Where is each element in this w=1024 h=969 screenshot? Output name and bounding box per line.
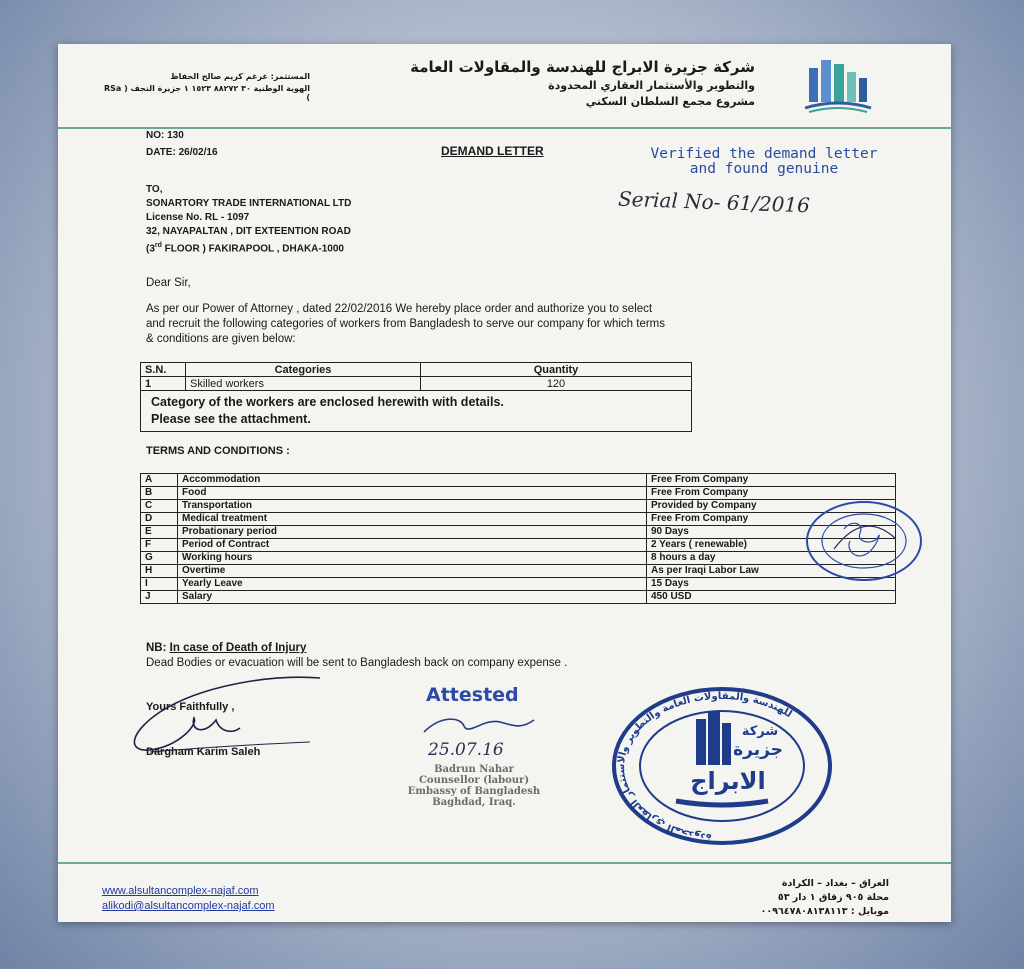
term-value: As per Iraqi Labor Law <box>647 565 896 578</box>
salutation: Dear Sir, <box>146 277 191 289</box>
company-name-arabic <box>410 58 755 108</box>
manager-info-arabic <box>100 72 310 105</box>
term-item: Food <box>178 487 647 500</box>
terms-table <box>140 473 896 604</box>
term-item: Accommodation <box>178 474 647 487</box>
cell-category: Skilled workers <box>186 377 421 391</box>
term-item: Working hours <box>178 552 647 565</box>
term-letter: J <box>141 591 178 604</box>
table-row <box>141 578 896 591</box>
term-item: Yearly Leave <box>178 578 647 591</box>
company-stamp <box>610 685 834 847</box>
term-value: 450 USD <box>647 591 896 604</box>
note-line-1: Category of the workers are enclosed herewith with details. <box>151 395 504 409</box>
cell-sn: 1 <box>141 377 186 391</box>
term-item: Overtime <box>178 565 647 578</box>
stamp-center-line-1: شركة <box>741 724 779 739</box>
table-header-row <box>141 363 692 377</box>
verification-line-2: and found genuine <box>689 161 839 177</box>
document-page <box>58 44 951 922</box>
address-line-1: SONARTORY TRADE INTERNATIONAL LTD <box>146 198 352 209</box>
company-line-2: والتطوير والأستثمار العقاري المحدودة <box>548 79 755 92</box>
term-letter: F <box>141 539 178 552</box>
cell-quantity: 120 <box>421 377 692 391</box>
intro-paragraph <box>146 302 906 347</box>
table-row <box>141 539 896 552</box>
table-row <box>141 513 896 526</box>
term-value: Provided by Company <box>647 500 896 513</box>
email-link[interactable]: alikodi@alsultancomplex-najaf.com <box>102 900 275 912</box>
term-value: 2 Years ( renewable) <box>647 539 896 552</box>
footer-address-arabic <box>761 877 889 919</box>
nb-title: In case of Death of Injury <box>169 642 307 654</box>
header-quantity: Quantity <box>421 363 692 377</box>
verification-note <box>614 147 914 177</box>
note-line-2: Please see the attachment. <box>151 412 311 426</box>
workers-table <box>140 362 692 432</box>
workers-note <box>141 391 692 432</box>
nb-heading <box>146 642 306 654</box>
embassy-seal <box>804 499 924 583</box>
attest-line-2: Counsellor (labour) <box>418 775 530 786</box>
term-letter: H <box>141 565 178 578</box>
header-rule <box>58 127 951 129</box>
attest-line-3: Embassy of Bangladesh <box>407 786 541 797</box>
term-value: 8 hours a day <box>647 552 896 565</box>
term-letter: D <box>141 513 178 526</box>
term-item: Medical treatment <box>178 513 647 526</box>
signatory-name: Dargham Karim Saleh <box>146 746 261 758</box>
paragraph-line-2: and recruit the following categories of workers from Bangladesh to serve our company for which terms <box>146 318 666 330</box>
term-value: Free From Company <box>647 513 896 526</box>
table-row <box>141 500 896 513</box>
footer-rule <box>58 862 951 864</box>
header-sn: S.N. <box>141 363 186 377</box>
term-item: Probationary period <box>178 526 647 539</box>
term-item: Salary <box>178 591 647 604</box>
term-value: 15 Days <box>647 578 896 591</box>
letter-number: NO: 130 <box>146 130 184 141</box>
table-row <box>141 552 896 565</box>
nb-text: Dead Bodies or evacuation will be sent to Bangladesh back on company expense . <box>146 657 568 669</box>
website-link[interactable]: www.alsultancomplex-najaf.com <box>102 885 259 897</box>
term-item: Transportation <box>178 500 647 513</box>
table-row <box>141 487 896 500</box>
table-row <box>141 565 896 578</box>
paragraph-line-1: As per our Power of Attorney , dated 22/02/2016 We hereby place order and authorize you to select <box>146 303 653 315</box>
nb-label: NB: <box>146 642 167 654</box>
term-letter: E <box>141 526 178 539</box>
table-row <box>141 591 896 604</box>
term-letter: G <box>141 552 178 565</box>
company-line-3: مشروع مجمع السلطان السكني <box>585 95 755 108</box>
letter-date: DATE: 26/02/16 <box>146 147 218 158</box>
terms-heading: TERMS AND CONDITIONS : <box>146 445 290 457</box>
verification-line-1: Verified the demand letter <box>650 146 878 162</box>
term-letter: I <box>141 578 178 591</box>
term-letter: C <box>141 500 178 513</box>
attestation-signature <box>420 712 540 742</box>
stamp-center-line-2: جزيرة <box>733 740 783 760</box>
term-letter: B <box>141 487 178 500</box>
footer-addr-line-1: العراق – بغداد – الكرادة <box>781 878 889 889</box>
table-row <box>141 377 692 391</box>
paragraph-line-3: & conditions are given below: <box>146 333 296 345</box>
serial-number-handwritten: Serial No- 61/2016 <box>617 186 811 218</box>
footer-addr-line-2: محلة ٩٠٥ زقاق ١ دار ٥٣ <box>777 892 889 903</box>
attested-label: Attested <box>426 684 519 706</box>
term-item: Period of Contract <box>178 539 647 552</box>
table-note-row <box>141 391 692 432</box>
attest-line-4: Baghdad, Iraq. <box>432 797 516 808</box>
address-line-4: (3rd FLOOR ) FAKIRAPOOL , DHAKA-1000 <box>146 242 344 255</box>
attestation-block <box>374 764 574 808</box>
manager-line-2: الهوية الوطنية ٣٠ ٨٨٢٧٢ ١٥٢٣ ١ جزيرة النجف ( RSa ) <box>103 84 310 102</box>
manager-line-1: المستثمر: غرغم كريم صالح الحفاظ <box>170 72 310 81</box>
address-line-3: 32, NAYAPALTAN , DIT EXTEENTION ROAD <box>146 226 351 237</box>
letter-title: DEMAND LETTER <box>441 144 544 158</box>
table-row <box>141 526 896 539</box>
address-line-2: License No. RL - 1097 <box>146 212 250 223</box>
header-categories: Categories <box>186 363 421 377</box>
recipient-address <box>146 183 351 256</box>
term-value: 90 Days <box>647 526 896 539</box>
attest-line-1: Badrun Nahar <box>434 764 514 775</box>
term-letter: A <box>141 474 178 487</box>
table-row <box>141 474 896 487</box>
attestation-date: 25.07.16 <box>428 740 504 760</box>
company-logo <box>803 54 873 116</box>
term-value: Free From Company <box>647 487 896 500</box>
term-value: Free From Company <box>647 474 896 487</box>
closing: Yours Faithfully , <box>146 701 235 713</box>
company-line-1: شركة جزيرة الابراج للهندسة والمقاولات العامة <box>410 58 755 76</box>
stamp-center-line-3: الابراج <box>690 767 766 795</box>
address-to: TO, <box>146 184 163 195</box>
footer-addr-line-3: موبايل : ٠٠٩٦٤٧٨٠٨١٣٨١١٣ <box>760 906 889 917</box>
footer-contacts <box>102 884 275 914</box>
stamp-ring-text: للهندسة والمقاولات العامة والتطوير والاستثمار العقاري المحدودة <box>615 690 794 843</box>
